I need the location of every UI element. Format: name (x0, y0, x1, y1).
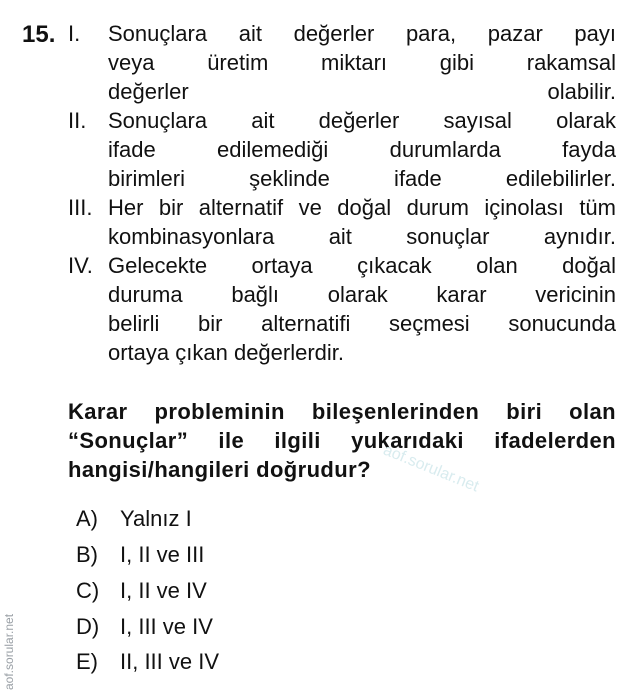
choice-c[interactable] (76, 576, 207, 606)
choice-c-text: I, II ve IV (120, 578, 207, 603)
choice-a-letter: A) (76, 506, 98, 531)
statement-3-line-1: Her bir alternatif ve doğal durum içinolası tüm (108, 195, 616, 220)
statement-4-line-1: Gelecekte ortaya çıkacak olan doğal (108, 253, 616, 278)
choice-d-text: I, III ve IV (120, 614, 213, 639)
statement-2-roman: II. (68, 108, 87, 133)
statement-2 (68, 106, 616, 193)
statement-3-line-2: kombinasyonlara ait sonuçlar aynıdır. (108, 224, 616, 249)
choice-b-text: I, II ve III (120, 542, 205, 567)
statement-1-line-2: veya üretim miktarı gibi rakamsal (108, 50, 616, 75)
statement-3 (68, 193, 616, 251)
choice-d-letter: D) (76, 614, 100, 639)
choice-a[interactable] (76, 504, 192, 534)
choice-b-letter: B) (76, 542, 98, 567)
statement-1-line-1: Sonuçlara ait değerler para, pazar payı (108, 21, 616, 46)
choice-e[interactable] (76, 647, 219, 677)
statement-3-roman: III. (68, 195, 93, 220)
diagonal-watermark: aof.sorular.net (380, 441, 482, 496)
choice-e-text: II, III ve IV (120, 649, 220, 674)
statement-4-line-2: duruma bağlı olarak karar vericinin (108, 282, 616, 307)
stem-line-3: hangisi/hangileri doğrudur? (68, 457, 371, 482)
statement-1-line-3: değerler olabilir. (108, 79, 616, 104)
question-stem (68, 397, 616, 484)
statement-2-line-2: ifade edilemediği durumlarda fayda (108, 137, 616, 162)
statement-1 (68, 19, 616, 106)
stem-line-1: Karar probleminin bileşenlerinden biri olan (68, 399, 616, 424)
statement-4-roman: IV. (68, 253, 93, 278)
choice-b[interactable] (76, 540, 204, 570)
statement-2-line-1: Sonuçlara ait değerler sayısal olarak (108, 108, 616, 133)
statement-4-line-4: ortaya çıkan değerlerdir. (108, 340, 345, 365)
statement-2-line-3: birimleri şeklinde ifade edilebilirler. (108, 166, 616, 191)
choice-e-letter: E) (76, 649, 98, 674)
side-watermark: aof.sorular.net (2, 613, 16, 690)
choice-c-letter: C) (76, 578, 100, 603)
statement-4 (68, 251, 616, 367)
stem-line-2: “Sonuçlar” ile ilgili yukarıdaki ifadelerden (68, 428, 616, 453)
choice-a-text: Yalnız I (120, 506, 192, 531)
choice-d[interactable] (76, 612, 213, 642)
statement-4-line-3: belirli bir alternatifi seçmesi sonucunda (108, 311, 616, 336)
question-number: 15. (22, 21, 56, 48)
statement-1-roman: I. (68, 21, 81, 46)
